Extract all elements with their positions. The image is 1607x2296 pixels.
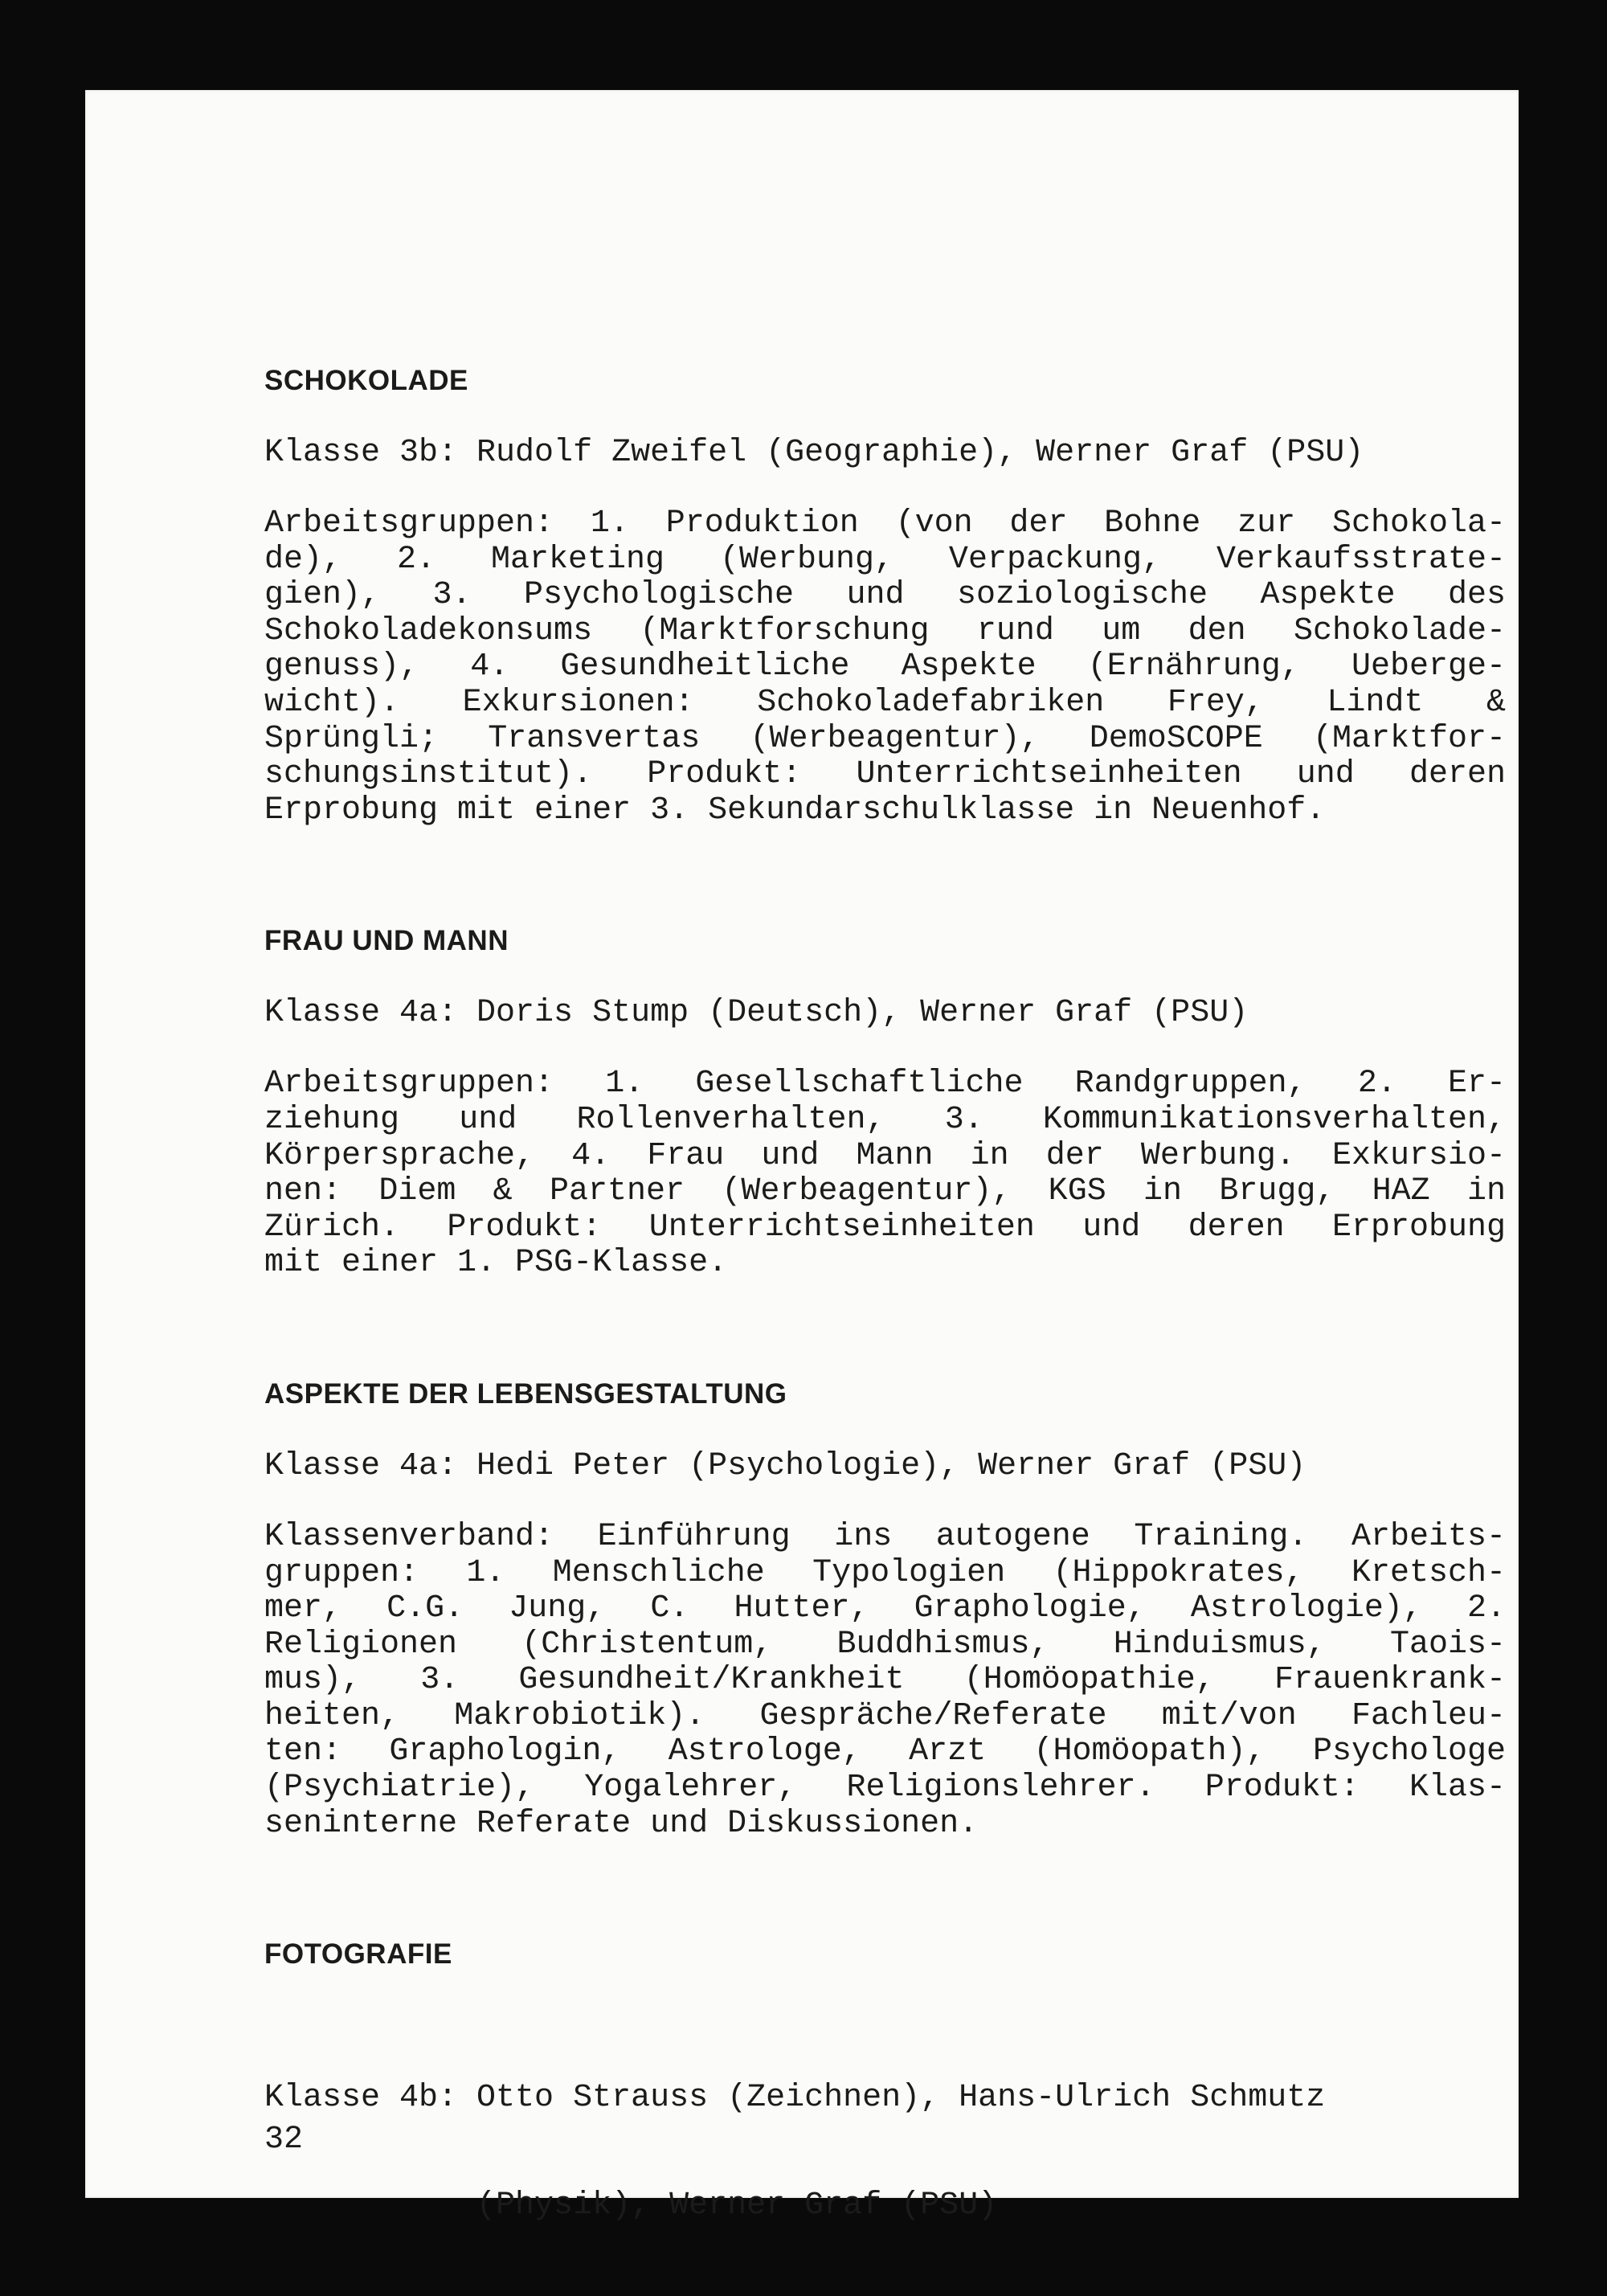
paragraph-line: nen: Diem & Partner (Werbeagentur), KGS in Brugg, HAZ in bbox=[264, 1173, 1506, 1210]
paragraph-line: wicht). Exkursionen: Schokoladefabriken Frey, Lindt & bbox=[264, 684, 1506, 721]
document-page bbox=[85, 90, 1519, 2224]
paragraph-line: Religionen (Christentum, Buddhismus, Hinduismus, Taois- bbox=[264, 1626, 1506, 1663]
class-line bbox=[264, 2009, 1506, 2296]
paragraph-line: mer, C.G. Jung, C. Hutter, Graphologie, Astrologie), 2. bbox=[264, 1590, 1506, 1627]
paragraph-line: heiten, Makrobiotik). Gespräche/Referate mit/von Fachleu- bbox=[264, 1697, 1506, 1734]
paragraph-line: ten: Graphologin, Astrologe, Arzt (Homöopath), Psychologe bbox=[264, 1733, 1506, 1770]
paragraph-line: Schokoladekonsums (Marktforschung rund um den Schokolade- bbox=[264, 612, 1506, 649]
page-number: 32 bbox=[264, 2122, 304, 2158]
class-line-part: Klasse 4b: Otto Strauss (Zeichnen), Hans-Ulrich Schmutz bbox=[264, 2080, 1326, 2117]
paragraph-line: gruppen: 1. Menschliche Typologien (Hippokrates, Kretsch- bbox=[264, 1554, 1506, 1591]
paragraph-line: Arbeitsgruppen: 1. Produktion (von der Bohne zur Schokola- bbox=[264, 505, 1506, 542]
paragraph-line: Körpersprache, 4. Frau und Mann in der Werbung. Exkursio- bbox=[264, 1137, 1506, 1174]
paragraph-line: Erprobung mit einer 3. Sekundarschulklasse in Neuenhof. bbox=[264, 792, 1326, 829]
paragraph-line: Sprüngli; Transvertas (Werbeagentur), DemoSCOPE (Marktfor- bbox=[264, 720, 1506, 757]
paragraph-line: (Psychiatrie), Yogalehrer, Religionslehrer. Produkt: Klas- bbox=[264, 1770, 1506, 1807]
section-heading: FOTOGRAFIE bbox=[264, 1938, 452, 1971]
paragraph-line: de), 2. Marketing (Werbung, Verpackung, Verkaufsstrate- bbox=[264, 541, 1506, 578]
section-paragraph bbox=[264, 1066, 1506, 1282]
section-schokolade bbox=[264, 363, 1506, 829]
paragraph-line: seninterne Referate und Diskussionen. bbox=[264, 1805, 979, 1842]
section-frau-und-mann bbox=[264, 923, 1506, 1282]
paragraph-line: mit einer 1. PSG-Klasse. bbox=[264, 1245, 728, 1282]
page-content bbox=[264, 363, 1506, 2296]
section-heading: FRAU UND MANN bbox=[264, 925, 509, 957]
section-fotografie bbox=[264, 1937, 1506, 2296]
section-heading: ASPEKTE DER LEBENSGESTALTUNG bbox=[264, 1377, 787, 1410]
class-line: Klasse 4a: Doris Stump (Deutsch), Werner Graf (PSU) bbox=[264, 995, 1249, 1032]
paragraph-line: genuss), 4. Gesundheitliche Aspekte (Ernährung, Ueberge- bbox=[264, 649, 1506, 686]
section-aspekte-der-lebensgestaltung bbox=[264, 1377, 1506, 1842]
class-line: Klasse 4a: Hedi Peter (Psychologie), Werner Graf (PSU) bbox=[264, 1447, 1306, 1484]
section-paragraph bbox=[264, 1520, 1506, 1842]
class-line-part: (Physik), Werner Graf (PSU) bbox=[264, 2188, 998, 2224]
paragraph-line: ziehung und Rollenverhalten, 3. Kommunikationsverhalten, bbox=[264, 1101, 1506, 1138]
class-line: Klasse 3b: Rudolf Zweifel (Geographie), Werner Graf (PSU) bbox=[264, 435, 1364, 471]
paragraph-line: gien), 3. Psychologische und soziologische Aspekte des bbox=[264, 577, 1506, 614]
paragraph-line: schungsinstitut). Produkt: Unterrichtseinheiten und deren bbox=[264, 756, 1506, 793]
paragraph-line: mus), 3. Gesundheit/Krankheit (Homöopathie, Frauenkrank- bbox=[264, 1662, 1506, 1699]
paragraph-line: Arbeitsgruppen: 1. Gesellschaftliche Randgruppen, 2. Er- bbox=[264, 1066, 1506, 1103]
section-paragraph bbox=[264, 506, 1506, 829]
paragraph-line: Klassenverband: Einführung ins autogene Training. Arbeits- bbox=[264, 1518, 1506, 1555]
paragraph-line: Zürich. Produkt: Unterrichtseinheiten und deren Erprobung bbox=[264, 1209, 1506, 1246]
section-heading: SCHOKOLADE bbox=[264, 365, 468, 396]
